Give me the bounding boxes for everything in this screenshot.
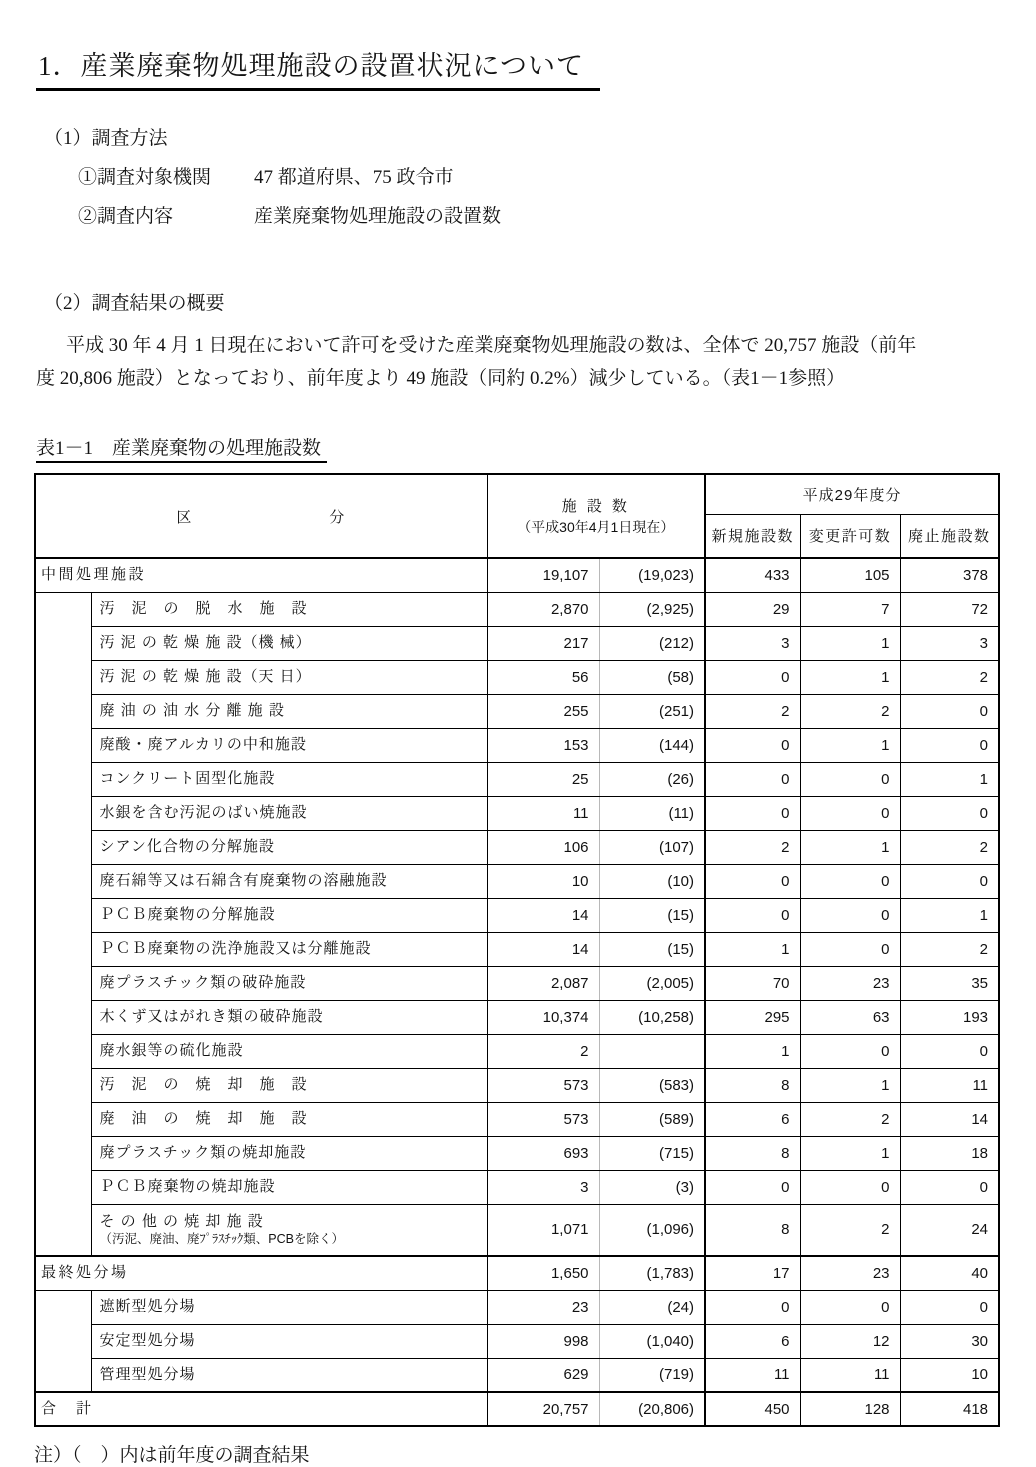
cell-new: 8 xyxy=(705,1068,800,1102)
cell-abolished: 18 xyxy=(900,1136,999,1170)
cell-previous: (1,040) xyxy=(599,1324,705,1358)
table-row xyxy=(35,1034,999,1068)
cell-previous: (11) xyxy=(599,796,705,830)
section-1-heading: （1）調査方法 xyxy=(44,128,168,149)
cell-new: 433 xyxy=(705,558,800,592)
row-label: 汚 泥 の 脱 水 施 設 xyxy=(91,592,487,626)
cell-previous: (715) xyxy=(599,1136,705,1170)
cell-abolished: 11 xyxy=(900,1068,999,1102)
cell-previous: (589) xyxy=(599,1102,705,1136)
table-row xyxy=(35,1102,999,1136)
cell-new: 11 xyxy=(705,1358,800,1392)
row-label: 木くず又はがれき類の破砕施設 xyxy=(91,1000,487,1034)
cell-abolished: 1 xyxy=(900,762,999,796)
row-label: 安定型処分場 xyxy=(91,1324,487,1358)
cell-changed: 0 xyxy=(800,898,900,932)
row-label: 廃酸・廃アルカリの中和施設 xyxy=(91,728,487,762)
table-row xyxy=(35,1000,999,1034)
row-label: ＰＣＢ廃棄物の焼却施設 xyxy=(91,1170,487,1204)
cell-changed: 1 xyxy=(800,1136,900,1170)
cell-previous: (26) xyxy=(599,762,705,796)
cell-current: 11 xyxy=(487,796,599,830)
row-label: 最終処分場 xyxy=(35,1256,487,1290)
survey-target-row xyxy=(78,162,1036,189)
table-row xyxy=(35,1170,999,1204)
cell-new: 2 xyxy=(705,694,800,728)
table-row xyxy=(35,966,999,1000)
cell-new: 0 xyxy=(705,1290,800,1324)
cell-abolished: 0 xyxy=(900,1034,999,1068)
cell-previous: (1,783) xyxy=(599,1256,705,1290)
cell-current: 573 xyxy=(487,1102,599,1136)
cell-abolished: 1 xyxy=(900,898,999,932)
indent-strip xyxy=(35,1290,91,1392)
cell-previous xyxy=(599,1034,705,1068)
row-label: 廃水銀等の硫化施設 xyxy=(91,1034,487,1068)
cell-abolished: 10 xyxy=(900,1358,999,1392)
table-row xyxy=(35,932,999,966)
col-header-change-permits: 変更許可数 xyxy=(800,514,900,558)
cell-changed: 63 xyxy=(800,1000,900,1034)
col-header-facility-count-line1: 施 設 数 xyxy=(561,498,630,516)
table-row xyxy=(35,1290,999,1324)
survey-content-value: 産業廃棄物処理施設の設置数 xyxy=(254,206,502,227)
table-body xyxy=(35,558,999,1426)
cell-abolished: 3 xyxy=(900,626,999,660)
row-label: 中間処理施設 xyxy=(35,558,487,592)
cell-changed: 1 xyxy=(800,660,900,694)
survey-target-label: ①調査対象機関 xyxy=(78,167,212,188)
cell-abolished: 2 xyxy=(900,830,999,864)
table-row xyxy=(35,796,999,830)
col-header-fy-heisei29: 平成29年度分 xyxy=(705,474,999,514)
cell-current: 10 xyxy=(487,864,599,898)
cell-current: 998 xyxy=(487,1324,599,1358)
cell-previous: (583) xyxy=(599,1068,705,1102)
col-header-facility-count-line2: （平成30年4月1日現在） xyxy=(517,518,675,535)
row-label: ＰＣＢ廃棄物の洗浄施設又は分離施設 xyxy=(91,932,487,966)
cell-changed: 0 xyxy=(800,932,900,966)
cell-changed: 105 xyxy=(800,558,900,592)
cell-new: 6 xyxy=(705,1102,800,1136)
cell-previous: (19,023) xyxy=(599,558,705,592)
cell-previous: (3) xyxy=(599,1170,705,1204)
cell-changed: 2 xyxy=(800,1204,900,1256)
cell-abolished: 30 xyxy=(900,1324,999,1358)
cell-new: 0 xyxy=(705,660,800,694)
cell-changed: 2 xyxy=(800,1102,900,1136)
row-label: 管理型処分場 xyxy=(91,1358,487,1392)
table-row xyxy=(35,558,999,592)
cell-previous: (719) xyxy=(599,1358,705,1392)
cell-changed: 0 xyxy=(800,1170,900,1204)
cell-abolished: 0 xyxy=(900,694,999,728)
survey-target-value: 47 都道府県、75 政令市 xyxy=(254,167,454,188)
facilities-table xyxy=(34,473,1000,1427)
page-title: 1．産業廃棄物処理施設の設置状況について xyxy=(36,44,600,91)
cell-current: 693 xyxy=(487,1136,599,1170)
cell-current: 10,374 xyxy=(487,1000,599,1034)
cell-current: 106 xyxy=(487,830,599,864)
cell-changed: 12 xyxy=(800,1324,900,1358)
cell-current: 573 xyxy=(487,1068,599,1102)
cell-new: 0 xyxy=(705,864,800,898)
cell-current: 2,087 xyxy=(487,966,599,1000)
table-row xyxy=(35,1358,999,1392)
cell-previous: (10,258) xyxy=(599,1000,705,1034)
cell-abolished: 0 xyxy=(900,796,999,830)
survey-content-row xyxy=(78,201,1036,228)
table-row xyxy=(35,728,999,762)
indent-strip xyxy=(35,592,91,1256)
table-caption: 表1－1 産業廃棄物の処理施設数 xyxy=(36,433,327,463)
cell-new: 8 xyxy=(705,1136,800,1170)
cell-changed: 0 xyxy=(800,1290,900,1324)
cell-new: 0 xyxy=(705,1170,800,1204)
cell-changed: 1 xyxy=(800,626,900,660)
cell-current: 56 xyxy=(487,660,599,694)
section-2-heading: （2）調査結果の概要 xyxy=(44,293,225,314)
cell-changed: 7 xyxy=(800,592,900,626)
cell-new: 2 xyxy=(705,830,800,864)
table-row xyxy=(35,898,999,932)
row-label: 廃プラスチック類の焼却施設 xyxy=(91,1136,487,1170)
cell-new: 295 xyxy=(705,1000,800,1034)
table-row xyxy=(35,592,999,626)
cell-new: 8 xyxy=(705,1204,800,1256)
cell-abolished: 0 xyxy=(900,728,999,762)
cell-current: 255 xyxy=(487,694,599,728)
row-label: 合 計 xyxy=(35,1392,487,1426)
cell-current: 2,870 xyxy=(487,592,599,626)
cell-new: 1 xyxy=(705,932,800,966)
cell-changed: 0 xyxy=(800,1034,900,1068)
cell-changed: 128 xyxy=(800,1392,900,1426)
table-row xyxy=(35,864,999,898)
row-label: 廃 油 の 油 水 分 離 施 設 xyxy=(91,694,487,728)
cell-new: 0 xyxy=(705,762,800,796)
cell-abolished: 378 xyxy=(900,558,999,592)
cell-changed: 0 xyxy=(800,864,900,898)
row-label: 水銀を含む汚泥のばい焼施設 xyxy=(91,796,487,830)
cell-previous: (24) xyxy=(599,1290,705,1324)
cell-previous: (251) xyxy=(599,694,705,728)
cell-changed: 1 xyxy=(800,728,900,762)
cell-changed: 2 xyxy=(800,694,900,728)
cell-new: 450 xyxy=(705,1392,800,1426)
table-row xyxy=(35,1256,999,1290)
row-label: 汚 泥 の 焼 却 施 設 xyxy=(91,1068,487,1102)
cell-previous: (10) xyxy=(599,864,705,898)
cell-abolished: 14 xyxy=(900,1102,999,1136)
table-row xyxy=(35,1136,999,1170)
table-row xyxy=(35,660,999,694)
row-label: 廃プラスチック類の破砕施設 xyxy=(91,966,487,1000)
table-row xyxy=(35,1068,999,1102)
cell-abolished: 0 xyxy=(900,864,999,898)
cell-abolished: 193 xyxy=(900,1000,999,1034)
row-label: 廃石綿等又は石綿含有廃棄物の溶融施設 xyxy=(91,864,487,898)
row-label: シアン化合物の分解施設 xyxy=(91,830,487,864)
footnote: 注）（ ）内は前年度の調査結果 xyxy=(34,1445,310,1466)
cell-new: 29 xyxy=(705,592,800,626)
table-row xyxy=(35,1324,999,1358)
col-header-new-facilities: 新規施設数 xyxy=(705,514,800,558)
cell-previous: (144) xyxy=(599,728,705,762)
row-label: 汚 泥 の 乾 燥 施 設（機 械） xyxy=(91,626,487,660)
row-label: コンクリート固型化施設 xyxy=(91,762,487,796)
cell-previous: (15) xyxy=(599,898,705,932)
cell-changed: 1 xyxy=(800,830,900,864)
summary-paragraph xyxy=(36,329,1002,395)
cell-current: 153 xyxy=(487,728,599,762)
cell-new: 0 xyxy=(705,796,800,830)
col-header-facility-count xyxy=(487,474,705,558)
survey-content-label: ②調査内容 xyxy=(78,206,174,227)
cell-abolished: 2 xyxy=(900,660,999,694)
table-row xyxy=(35,694,999,728)
cell-abolished: 24 xyxy=(900,1204,999,1256)
cell-current: 23 xyxy=(487,1290,599,1324)
cell-new: 3 xyxy=(705,626,800,660)
cell-new: 0 xyxy=(705,728,800,762)
cell-abolished: 40 xyxy=(900,1256,999,1290)
cell-abolished: 35 xyxy=(900,966,999,1000)
cell-previous: (212) xyxy=(599,626,705,660)
row-label: 汚 泥 の 乾 燥 施 設（天 日） xyxy=(91,660,487,694)
cell-current: 14 xyxy=(487,898,599,932)
cell-new: 70 xyxy=(705,966,800,1000)
cell-abolished: 2 xyxy=(900,932,999,966)
cell-current: 20,757 xyxy=(487,1392,599,1426)
table-row xyxy=(35,1204,999,1256)
cell-previous: (15) xyxy=(599,932,705,966)
table-row xyxy=(35,1392,999,1426)
cell-changed: 23 xyxy=(800,966,900,1000)
summary-paragraph-line-2: 度 20,806 施設）となっており、前年度より 49 施設（同約 0.2%）減少している。（表1－1参照） xyxy=(36,368,846,389)
cell-abolished: 418 xyxy=(900,1392,999,1426)
cell-new: 0 xyxy=(705,898,800,932)
cell-abolished: 0 xyxy=(900,1170,999,1204)
row-label: 廃 油 の 焼 却 施 設 xyxy=(91,1102,487,1136)
cell-current: 217 xyxy=(487,626,599,660)
cell-previous: (58) xyxy=(599,660,705,694)
row-label: 遮断型処分場 xyxy=(91,1290,487,1324)
cell-current: 25 xyxy=(487,762,599,796)
cell-current: 3 xyxy=(487,1170,599,1204)
cell-current: 629 xyxy=(487,1358,599,1392)
cell-new: 6 xyxy=(705,1324,800,1358)
cell-current: 19,107 xyxy=(487,558,599,592)
table-row xyxy=(35,762,999,796)
cell-abolished: 72 xyxy=(900,592,999,626)
cell-current: 2 xyxy=(487,1034,599,1068)
cell-current: 14 xyxy=(487,932,599,966)
table-header-row-1 xyxy=(35,474,999,514)
cell-changed: 1 xyxy=(800,1068,900,1102)
cell-previous: (1,096) xyxy=(599,1204,705,1256)
cell-abolished: 0 xyxy=(900,1290,999,1324)
cell-previous: (2,005) xyxy=(599,966,705,1000)
table-row xyxy=(35,830,999,864)
cell-previous: (20,806) xyxy=(599,1392,705,1426)
table-row xyxy=(35,626,999,660)
summary-paragraph-line-1: 平成 30 年 4 月 1 日現在において許可を受けた産業廃棄物処理施設の数は、全体で 20,757 施設（前年 xyxy=(66,335,917,356)
cell-previous: (107) xyxy=(599,830,705,864)
cell-new: 17 xyxy=(705,1256,800,1290)
row-label: ＰＣＢ廃棄物の分解施設 xyxy=(91,898,487,932)
cell-current: 1,650 xyxy=(487,1256,599,1290)
col-header-abolished-facilities: 廃止施設数 xyxy=(900,514,999,558)
cell-changed: 0 xyxy=(800,796,900,830)
cell-previous: (2,925) xyxy=(599,592,705,626)
cell-new: 1 xyxy=(705,1034,800,1068)
cell-changed: 23 xyxy=(800,1256,900,1290)
col-header-category: 区 分 xyxy=(35,474,487,558)
row-label: そ の 他 の 焼 却 施 設 （汚泥、廃油、廃ﾌﾟﾗｽﾁｯｸ類、PCBを除く） xyxy=(91,1204,487,1256)
cell-changed: 0 xyxy=(800,762,900,796)
cell-current: 1,071 xyxy=(487,1204,599,1256)
cell-changed: 11 xyxy=(800,1358,900,1392)
